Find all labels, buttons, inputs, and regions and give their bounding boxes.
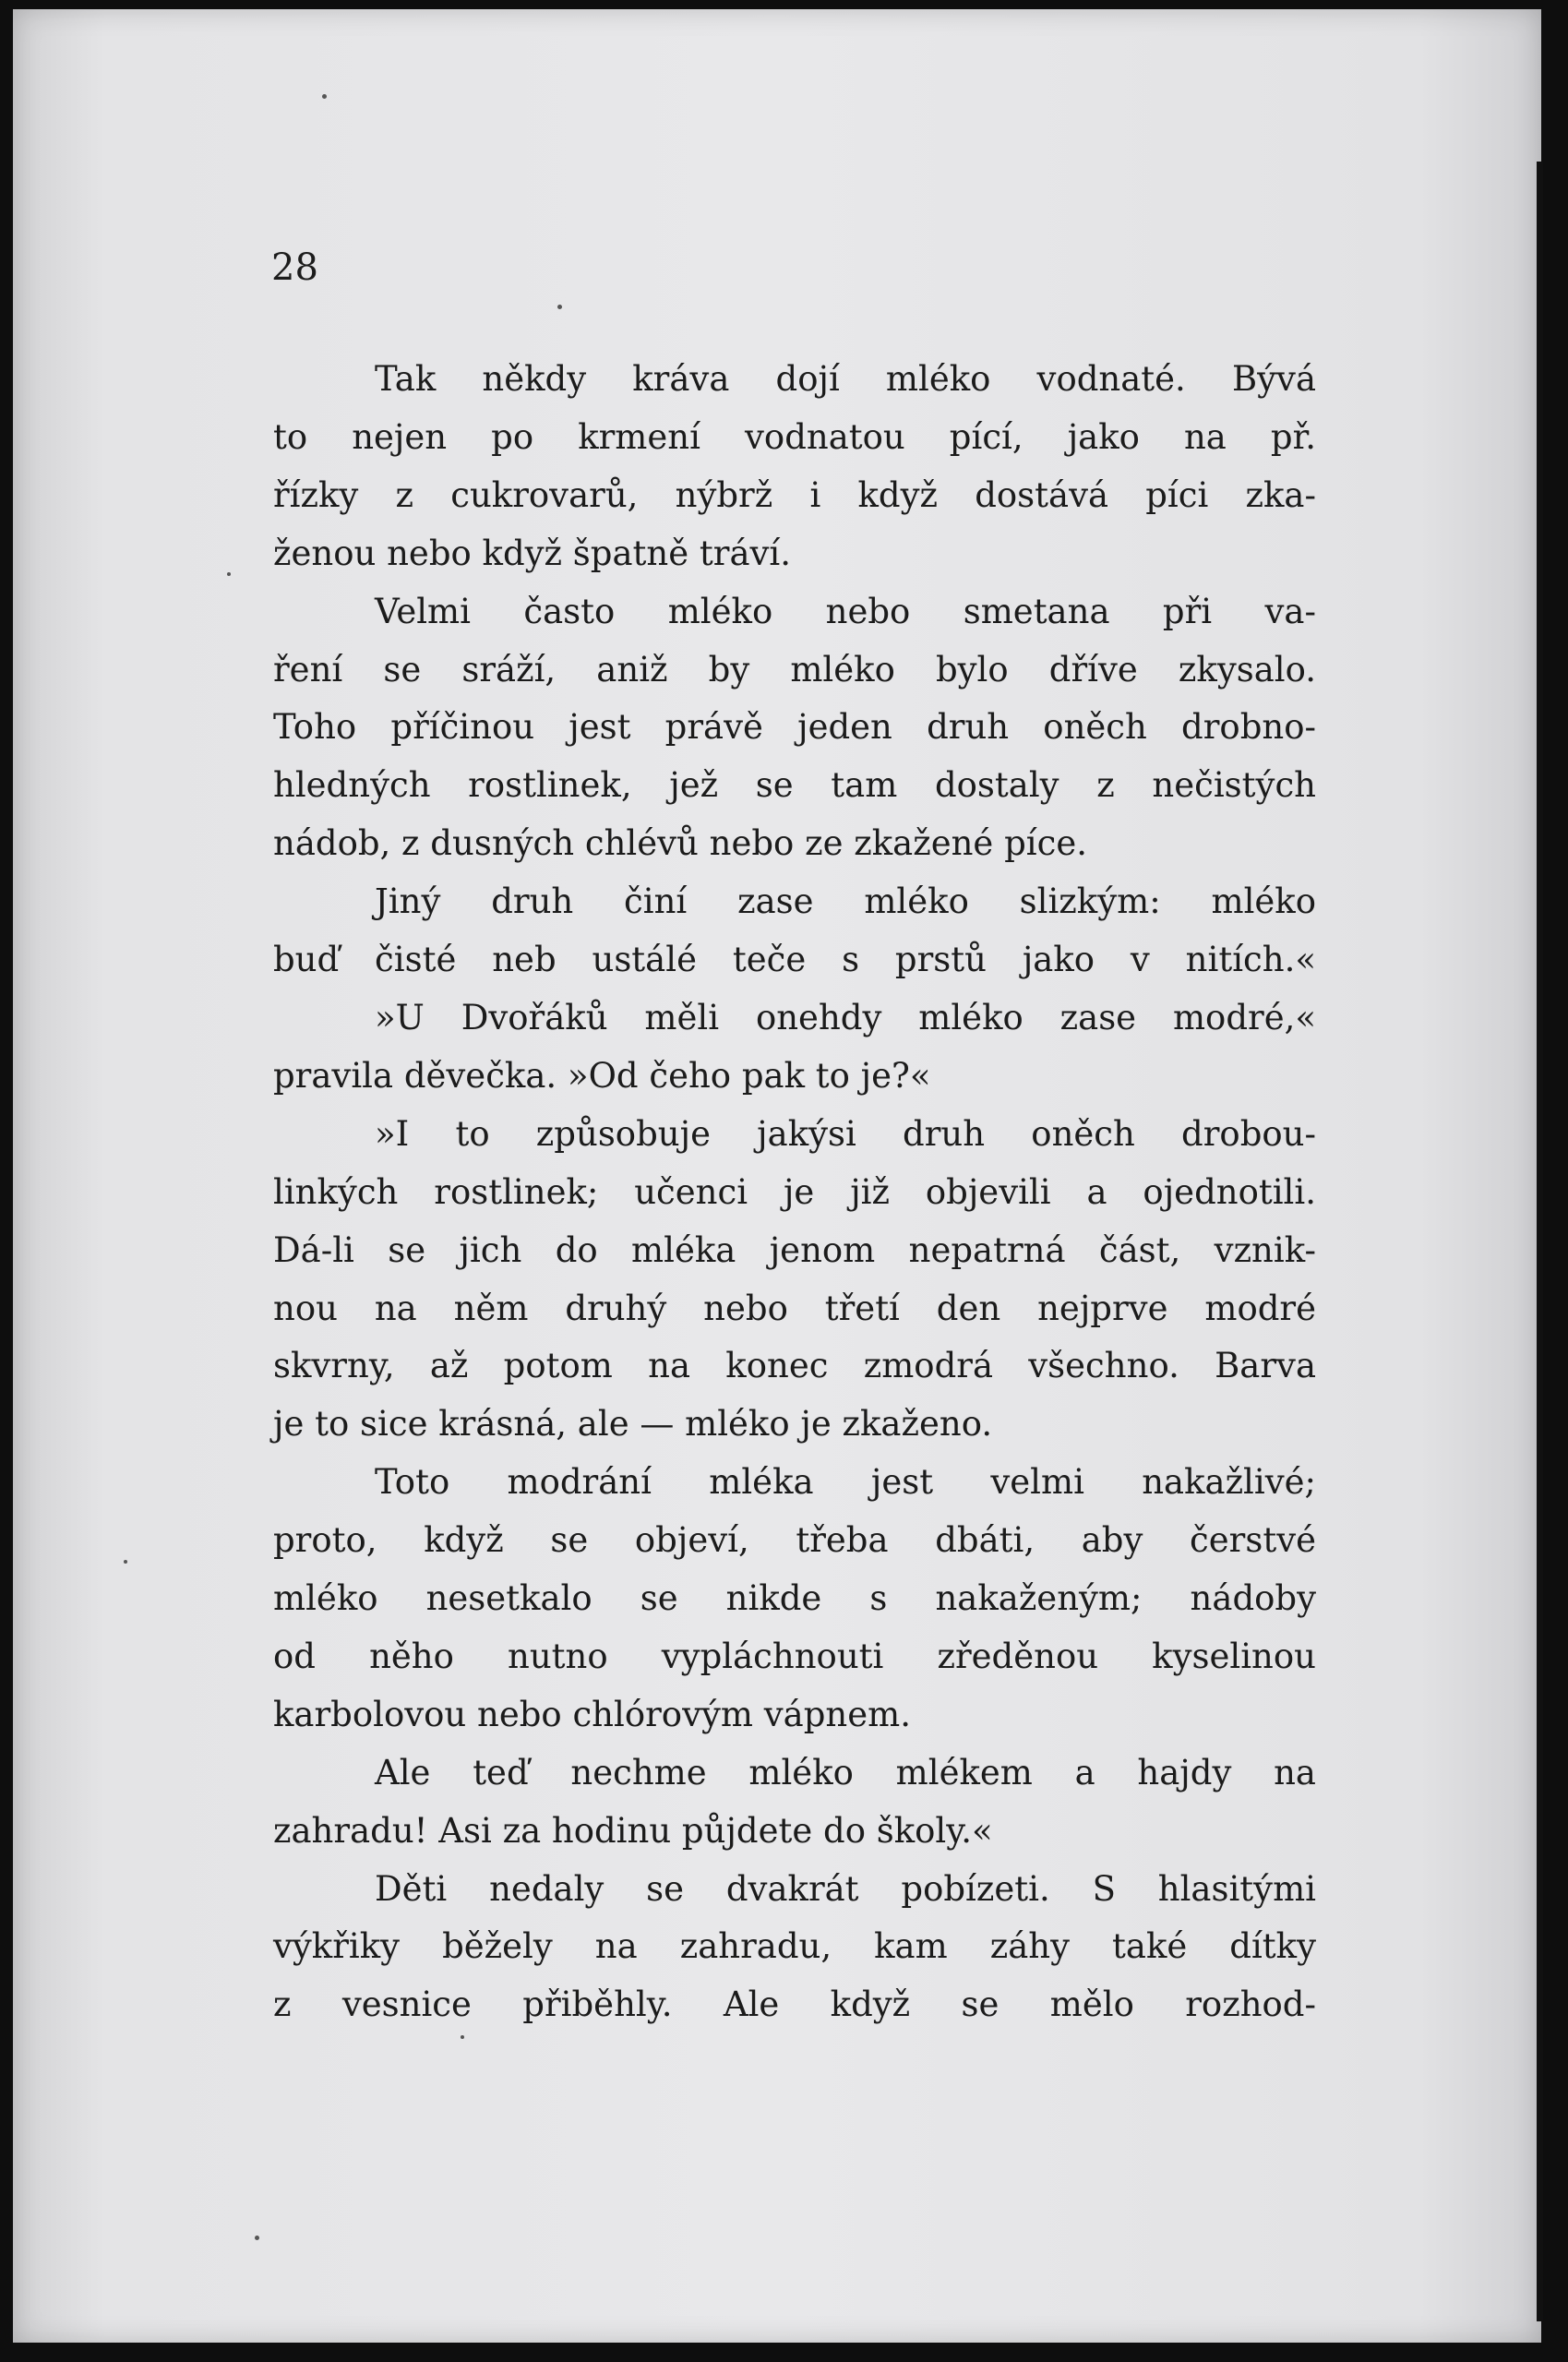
dust-speck (322, 94, 327, 99)
body-text (273, 351, 1316, 2034)
text-line: od něho nutno vypláchnouti zředěnou kyselinou (273, 1636, 1316, 1676)
text-line: je to sice krásná, ale — mléko je zkaženo. (273, 1404, 993, 1445)
binding-edge-shadow (1537, 162, 1543, 2321)
paper-sheet (13, 9, 1541, 2343)
text-line: Jiný druh činí zase mléko slizkým: mléko (375, 881, 1316, 922)
text-line: řízky z cukrovarů, nýbrž i když dostává píci zka- (273, 474, 1316, 515)
text-line: skvrny, až potom na konec zmodrá všechno. Barva (273, 1346, 1316, 1386)
text-line: nádob, z dusných chlévů nebo ze zkažené píce. (273, 823, 1087, 864)
text-line: z vesnice přiběhly. Ale když se mělo rozhod- (273, 1984, 1316, 2025)
text-line: Velmi často mléko nebo smetana při va- (375, 591, 1316, 631)
text-line: pravila děvečka. »Od čeho pak to je?« (273, 1055, 931, 1096)
text-line: nou na něm druhý nebo třetí den nejprve modré (273, 1288, 1316, 1328)
text-line: »I to způsobuje jakýsi druh oněch drobou- (375, 1113, 1316, 1154)
text-line: Dá-li se jich do mléka jenom nepatrná část, vznik- (273, 1229, 1316, 1270)
text-line: linkých rostlinek; učenci je již objevili a ojednotili. (273, 1171, 1316, 1212)
text-line: Tak někdy kráva dojí mléko vodnaté. Bývá (375, 359, 1316, 399)
text-line: ženou nebo když špatně tráví. (273, 533, 791, 573)
text-line: buď čisté neb ustálé teče s prstů jako v nitích.« (273, 940, 1316, 980)
text-line: výkřiky běžely na zahradu, kam záhy také dítky (273, 1926, 1316, 1967)
dust-speck (461, 2035, 464, 2039)
text-line: hledných rostlinek, jež se tam dostaly z nečistých (273, 765, 1316, 806)
text-line: Toho příčinou jest právě jeden druh oněch drobno- (273, 707, 1316, 748)
text-line: Děti nedaly se dvakrát pobízeti. S hlasitými (375, 1868, 1316, 1909)
text-line: ření se sráží, aniž by mléko bylo dříve zkysalo. (273, 649, 1316, 689)
dust-speck (557, 305, 562, 309)
text-line: »U Dvořáků měli onehdy mléko zase modré,« (375, 997, 1316, 1037)
text-line: mléko nesetkalo se nikde s nakaženým; nádoby (273, 1578, 1316, 1619)
text-line: proto, když se objeví, třeba dbáti, aby čerstvé (273, 1520, 1316, 1561)
dust-speck (124, 1560, 127, 1564)
dust-speck (227, 572, 231, 576)
dust-speck (255, 2236, 259, 2240)
text-line: zahradu! Asi za hodinu půjdete do školy.« (273, 1810, 993, 1851)
text-line: Toto modrání mléka jest velmi nakažlivé; (375, 1462, 1316, 1503)
text-line: Ale teď nechme mléko mlékem a hajdy na (375, 1752, 1316, 1792)
page-number: 28 (271, 246, 318, 289)
text-line: karbolovou nebo chlórovým vápnem. (273, 1694, 911, 1734)
text-line: to nejen po krmení vodnatou pící, jako na př. (273, 416, 1316, 457)
